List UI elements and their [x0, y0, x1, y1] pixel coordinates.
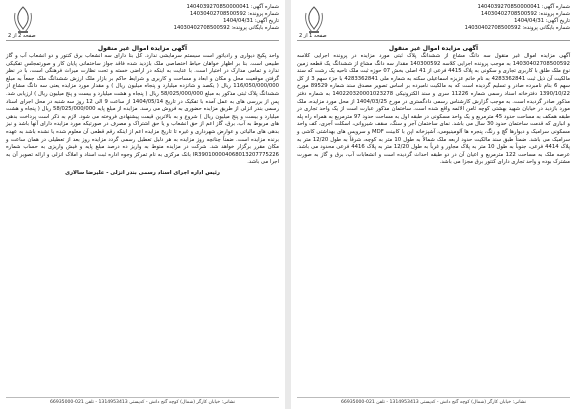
notice-signature: رئیس اداره اجرای اسناد رسمی بندر انزلی - علیرضا سالاری — [65, 169, 220, 176]
notice-meta — [465, 4, 570, 32]
page-footer: نشانی: خیابان کارگر (شمال) کوچه گنج دانش - کدپستی 1314953413 - تلفن 021-66935000 — [6, 397, 279, 405]
notice-title: آگهی مزایده اموال غیر منقول — [388, 45, 479, 52]
emblem-icon — [10, 5, 36, 35]
page-footer: نشانی: خیابان کارگر (شمال) کوچه گنج دانش - کدپستی 1314953413 - تلفن 021-66935000 — [297, 397, 570, 405]
case-number: شماره پرونده: 14030402708500592 — [190, 11, 279, 17]
notice-title: آگهی مزایده اموال غیر منقول — [97, 45, 188, 52]
case-number: شماره پرونده: 14030402708500592 — [481, 11, 570, 17]
notice-date: تاریخ آگهی: 1404/04/31 — [514, 18, 570, 24]
notice-number: شماره آگهی: 1404039270850000041 — [477, 4, 570, 10]
notice-meta — [174, 4, 279, 32]
notice-text: واحد پکیج دیواری و رادیاتور است سیستم سرمایشی ندارد. کل بنا دارای سه انشعاب برق کنتور و دو انشعاب آب و گاز طبیعی است. بنا بر اظهار خواهان حیاط اختصاصی ملک بازدید شده فاقد جواز ساختمانی پایان کار و صورتمجلس تفکیکی ندارد و تمامی مدارک در اختیار است. با عنایت به اینکه در اراضی خسته و تحت نظارت میراث فرهنگی است، با در نظر گرفتن موقعیت محل و مکان و ابعاد و مساحت و کاربری و شرایط حاکم بر بازار ملک ارزش ششدانگ ملک جمعاً به مبلغ 116/050/000/000 ریال ( یکصد و شانزده میلیارد و پنجاه میلیون ریال ) و مقدار مورد مزایده یعنی سه دانگ مشاع از ششدانگ پلاک ثبتی مذکور به مبلغ 58/025/000/000 ریال ( پنجاه و هشت میلیارد و بیست و پنج میلیون ریال ) ارزیابی شد. پس از بررسی های به عمل آمده با تفکیک در تاریخ 1404/05/14 از ساعت 9 الی 12 روز سه شنبه در محل اجرای اسناد رسمی بندر انزلی از طریق مزایده حضوری به فروش می رسد. مزایده از مبلغ پایه 58/025/000/000 ریال ( پنجاه و هشت میلیارد و بیست و پنج میلیون ریال ) شروع و به بالاترین قیمت پیشنهادی فروخته می شود. لازم به ذکر است پرداخت بدهی های مربوط به آب، برق، گاز اعم از حق انشعاب و یا حق اشتراک و مصرف در صورتیکه مورد مزایده دارای آنها باشد و نیز بدهی های مالیاتی و عوارض شهرداری و غیره تا تاریخ مزایده اعم از اینکه رقم قطعی آن معلوم شده یا نشده باشد به عهده برنده مزایده است. ضمناً چنانچه روز مزایده به هر دلیل تعطیل رسمی گردد مزایده روز بعد از تعطیلی در همان ساعت و مکان مقرر برگزار خواهد شد. شرکت در مزایده منوط به واریز ده درصد مبلغ پایه و فیش واریزی به حساب شماره IR390100004068013207775226 بانک مرکزی به نام تمرکز وجوه اداره ثبت اسناد و املاک انزلی و ارائه تصویر آن به اجرا می باشد. — [6, 53, 280, 166]
page-header — [6, 4, 279, 41]
page-header — [297, 4, 570, 41]
notice-text: آگهی مزایده اموال غیر منقول سه دانگ مشاع از ششدانگ پلاک ثبتی مورد مزایده در پرونده اجرایی کلاسه 14030402708500592 به موجب پرونده اجرایی کلاسه 140300592 مقدار سه دانگ مشاع از ششدانگ یک قطعه زمین نوع ملک طلق با کاربری تجاری و سکونی به پلاک 4415 فرعی از 41 اصلی بخش 07 حوزه ثبت ملک ناحیه یک رشت که سند مالکیت آن ذیل ثبت 4283362841 به نام خانم عزیزه اسماعیلی سکنه به شماره ملی 4283362841 با جزء سهم 3 از کل سهم 6 بنام نامبرده صادر و تسلیم گردیده است که به مالکیت نامبرده بر اساس تصویر مصدق سند شماره 89529 مورخ 1390/10/22 دفترخانه اسناد رسمی شماره 11226 سری و سند الکترونیکی 140220320001023278 به شماره دفتر مذکور صادر گردیده است. به موجب گزارش کارشناس رسمی دادگستری در مورخ 1404/03/25 از محل مورد مزایده، ملک مورد بازدید در خیابان شهید بهشتی کوچه ثامن الائمه واقع شده است. ساختمان مذکور عبارت است از یک واحد تجاری در طبقه همکف به مساحت حدود 45 مترمربع و یک واحد مسکونی در طبقه اول به مساحت حدود 97 مترمربع به همراه راه پله و انباری که قدمت ساختمان حدود 30 سال می باشد. نمای ساختمان آجر و سنگ، سقف شیروانی، اسکلت آجری، کف واحد مسکونی سرامیک و دیوارها گچ و رنگ، پنجره ها آلومینیومی، آشپزخانه اپن با کابینت MDF و سرویس های بهداشتی کاشی و سرامیک می باشد. ضمناً طبق سند مالکیت حدود اربعه ملک شمالاً به طول 10 متر به کوچه، شرقاً به طول 12/20 متر به پلاک 4414 فرعی، جنوباً به طول 10 متر به پلاک مجاور و غرباً به طول 12/20 متر به پلاک 4416 فرعی محدود می باشد. عرصه ملک به مساحت 122 مترمربع و اعیان آن در دو طبقه احداث گردیده است و انشعابات آب، برق و گاز به صورت مشترک بوده و واحد تجاری دارای کنتور برق مجزا می باشد. — [297, 53, 571, 166]
page-number: صفحه 2 از 2 — [8, 33, 36, 39]
notice-date: تاریخ آگهی: 1404/04/31 — [223, 18, 279, 24]
notice-body — [6, 53, 279, 178]
emblem-icon — [301, 5, 327, 35]
archive-number: شماره بایگانی پرونده: 14030402708500592 — [464, 25, 570, 31]
notice-page-1 — [291, 0, 576, 409]
notice-page-2 — [0, 0, 285, 409]
notice-body — [297, 53, 570, 167]
archive-number: شماره بایگانی پرونده: 14030402708500592 — [173, 25, 279, 31]
page-number: صفحه 1 از 2 — [299, 33, 327, 39]
notice-number: شماره آگهی: 1404039270850000041 — [186, 4, 279, 10]
